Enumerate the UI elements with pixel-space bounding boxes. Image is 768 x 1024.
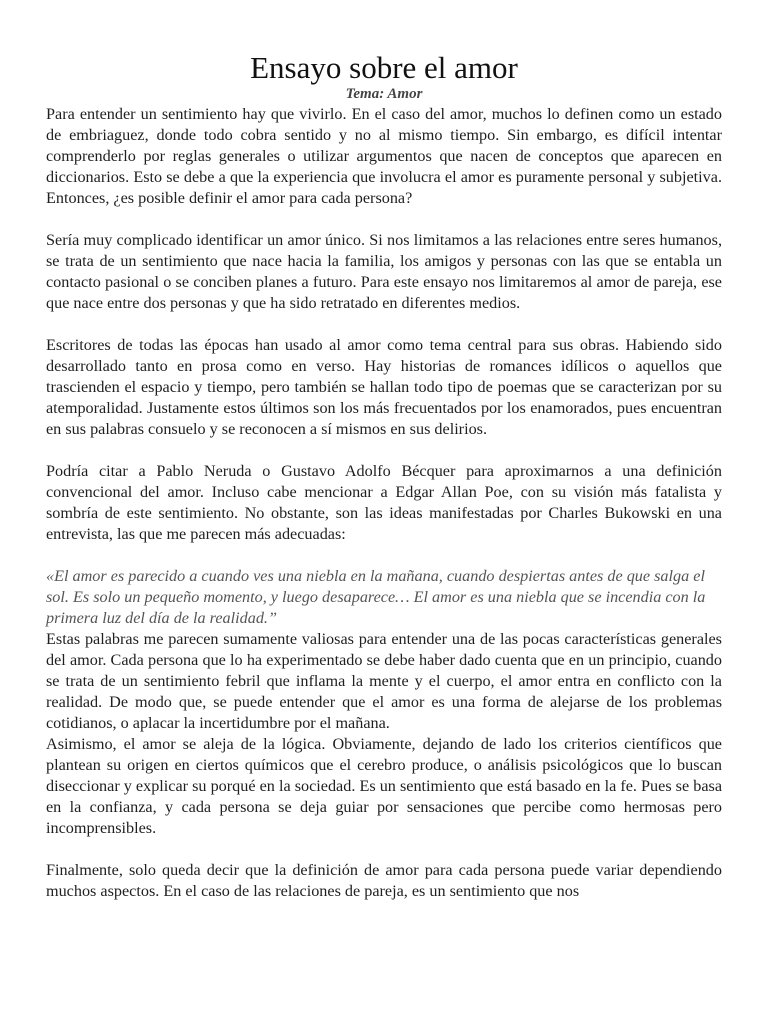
paragraph-2: Sería muy complicado identificar un amor único. Si nos limitamos a las relaciones entre seres humanos, se trata de un sentimiento que nace hacia la familia, los amigos y personas con las que se entabla un contacto pasional o se conciben planes a futuro. Para este ensayo nos limitaremos al amor de pareja, ese que nace entre dos personas y que ha sido retratado en diferentes medios. xyxy=(46,231,722,312)
paragraph-3: Escritores de todas las épocas han usado al amor como tema central para sus obras. Habiendo sido desarrollado tanto en prosa como en verso. Hay historias de romances idílicos o aquellos que trascienden el espacio y tiempo, pero también se hallan todo tipo de poemas que se caracterizan por su atemporalidad. Justamente estos últimos son los más frecuentados por los enamorados, pues encuentran en sus palabras consuelo y se reconocen a sí mismos en sus delirios. xyxy=(46,336,722,438)
paragraph-6: Asimismo, el amor se aleja de la lógica. Obviamente, dejando de lado los criterios científicos que plantean su origen en ciertos químicos que el cerebro produce, o análisis psicológicos que lo buscan diseccionar y explicar su porqué en la sociedad. Es un sentimiento que está basado en la fe. Pues se basa en la confianza, y cada persona se deja guiar por sensaciones que percibe como hermosas pero incomprensibles. xyxy=(46,735,722,837)
paragraph-7: Finalmente, solo queda decir que la definición de amor para cada persona puede variar dependiendo muchos aspectos. En el caso de las relaciones de pareja, es un sentimiento que nos xyxy=(46,861,722,900)
document-title: Ensayo sobre el amor xyxy=(250,50,518,85)
bukowski-quote: «El amor es parecido a cuando ves una niebla en la mañana, cuando despiertas antes de que salga el sol. Es solo un pequeño momento, y luego desaparece… El amor es una niebla que se incendia con la primera luz del día de la realidad.” xyxy=(46,567,706,627)
document-page xyxy=(46,50,722,902)
paragraph-4: Podría citar a Pablo Neruda o Gustavo Adolfo Bécquer para aproximarnos a una definición convencional del amor. Incluso cabe mencionar a Edgar Allan Poe, con su visión más fatalista y sombría de este sentimiento. No obstante, son las ideas manifestadas por Charles Bukowski en una entrevista, las que me parecen más adecuadas: xyxy=(46,462,722,543)
document-subtitle: Tema: Amor xyxy=(345,86,423,102)
paragraph-1: Para entender un sentimiento hay que vivirlo. En el caso del amor, muchos lo definen como un estado de embriaguez, donde todo cobra sentido y no al mismo tiempo. Sin embargo, es difícil intentar comprenderlo por reglas generales o utilizar argumentos que nacen de conceptos que aparecen en diccionarios. Esto se debe a que la experiencia que involucra el amor es puramente personal y subjetiva. Entonces, ¿es posible definir el amor para cada persona? xyxy=(46,105,722,207)
paragraph-5: Estas palabras me parecen sumamente valiosas para entender una de las pocas características generales del amor. Cada persona que lo ha experimentado se debe haber dado cuenta que en un principio, cuando se trata de un sentimiento febril que inflama la mente y el cuerpo, el amor entra en conflicto con la realidad. De modo que, se puede entender que el amor es una forma de alejarse de los problemas cotidianos, o aplacar la incertidumbre por el mañana. xyxy=(46,630,722,732)
